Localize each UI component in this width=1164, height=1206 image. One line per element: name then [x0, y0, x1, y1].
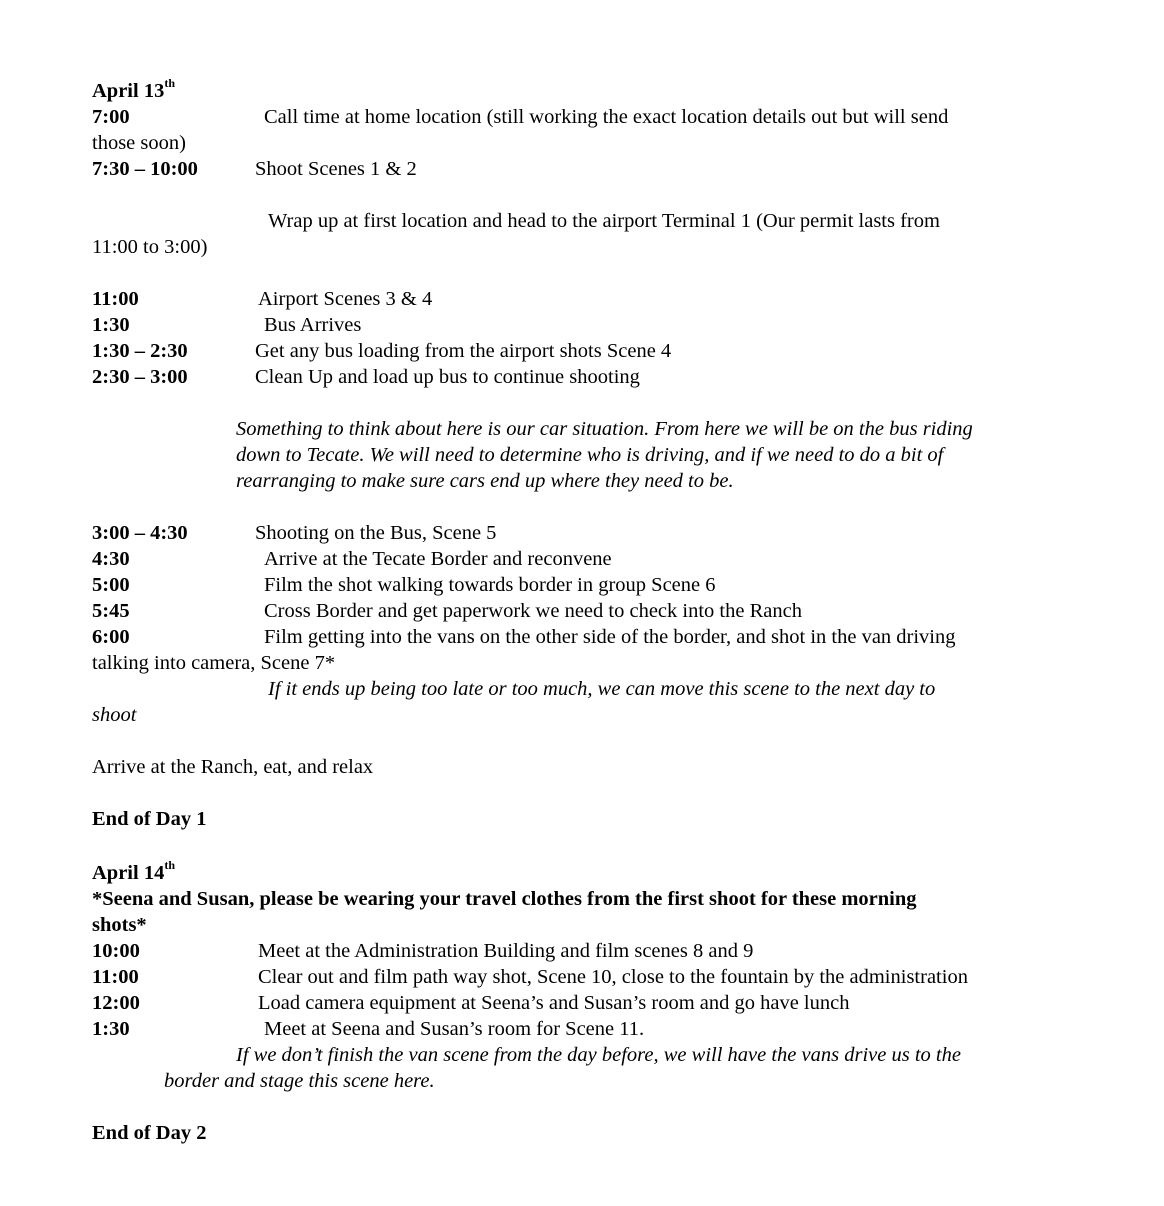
schedule-text: Meet at the Administration Building and film scenes 8 and 9 [258, 940, 754, 962]
time-label: 2:30 – 3:00 [92, 366, 188, 388]
day1-heading: April 13th [92, 76, 175, 102]
schedule-text: Airport Scenes 3 & 4 [258, 288, 433, 310]
arrive-text: Arrive at the Ranch, eat, and relax [92, 756, 374, 778]
note-line: shoot [92, 704, 137, 726]
time-label: 12:00 [92, 992, 140, 1014]
schedule-text: Bus Arrives [264, 314, 362, 336]
note-line: border and stage this scene here. [164, 1070, 435, 1092]
schedule-text: Film getting into the vans on the other side of the border, and shot in the van driving [264, 626, 956, 648]
wardrobe-note: *Seena and Susan, please be wearing your travel clothes from the first shoot for these morning [92, 888, 917, 910]
note-line: If we don’t finish the van scene from the day before, we will have the vans drive us to the [236, 1044, 961, 1066]
time-label: 7:30 – 10:00 [92, 158, 198, 180]
day2-heading: April 14th [92, 858, 175, 884]
time-label: 6:00 [92, 626, 130, 648]
wardrobe-note-cont: shots* [92, 914, 147, 936]
schedule-text: Shoot Scenes 1 & 2 [255, 158, 417, 180]
schedule-text: Film the shot walking towards border in group Scene 6 [264, 574, 716, 596]
schedule-text: Call time at home location (still working the exact location details out but will send [264, 106, 949, 128]
time-label: 1:30 [92, 314, 130, 336]
note-line: Something to think about here is our car situation. From here we will be on the bus riding [236, 418, 973, 440]
time-label: 3:00 – 4:30 [92, 522, 188, 544]
schedule-text: Shooting on the Bus, Scene 5 [255, 522, 497, 544]
schedule-text: Clean Up and load up bus to continue shooting [255, 366, 640, 388]
schedule-text-cont: those soon) [92, 132, 186, 154]
schedule-text: Load camera equipment at Seena’s and Susan’s room and go have lunch [258, 992, 850, 1014]
time-label: 4:30 [92, 548, 130, 570]
end-of-day-1: End of Day 1 [92, 808, 207, 830]
time-label: 1:30 – 2:30 [92, 340, 188, 362]
time-label: 1:30 [92, 1018, 130, 1040]
time-label: 10:00 [92, 940, 140, 962]
schedule-text: Clear out and film path way shot, Scene 10, close to the fountain by the administration [258, 966, 968, 988]
schedule-text: Cross Border and get paperwork we need to check into the Ranch [264, 600, 802, 622]
note-line: If it ends up being too late or too much, we can move this scene to the next day to [268, 678, 936, 700]
note-line: down to Tecate. We will need to determine who is driving, and if we need to do a bit of [236, 444, 944, 466]
note-line: rearranging to make sure cars end up where they need to be. [236, 470, 734, 492]
time-label: 5:45 [92, 600, 130, 622]
schedule-text: Get any bus loading from the airport shots Scene 4 [255, 340, 672, 362]
schedule-text: Wrap up at first location and head to the airport Terminal 1 (Our permit lasts from [268, 210, 940, 232]
time-label: 11:00 [92, 966, 139, 988]
time-label: 5:00 [92, 574, 130, 596]
time-label: 11:00 [92, 288, 139, 310]
schedule-text: Meet at Seena and Susan’s room for Scene 11. [264, 1018, 645, 1040]
time-label: 7:00 [92, 106, 130, 128]
schedule-text: Arrive at the Tecate Border and reconvene [264, 548, 612, 570]
schedule-text-cont: talking into camera, Scene 7* [92, 652, 336, 674]
end-of-day-2: End of Day 2 [92, 1122, 207, 1144]
schedule-text-cont: 11:00 to 3:00) [92, 236, 208, 258]
